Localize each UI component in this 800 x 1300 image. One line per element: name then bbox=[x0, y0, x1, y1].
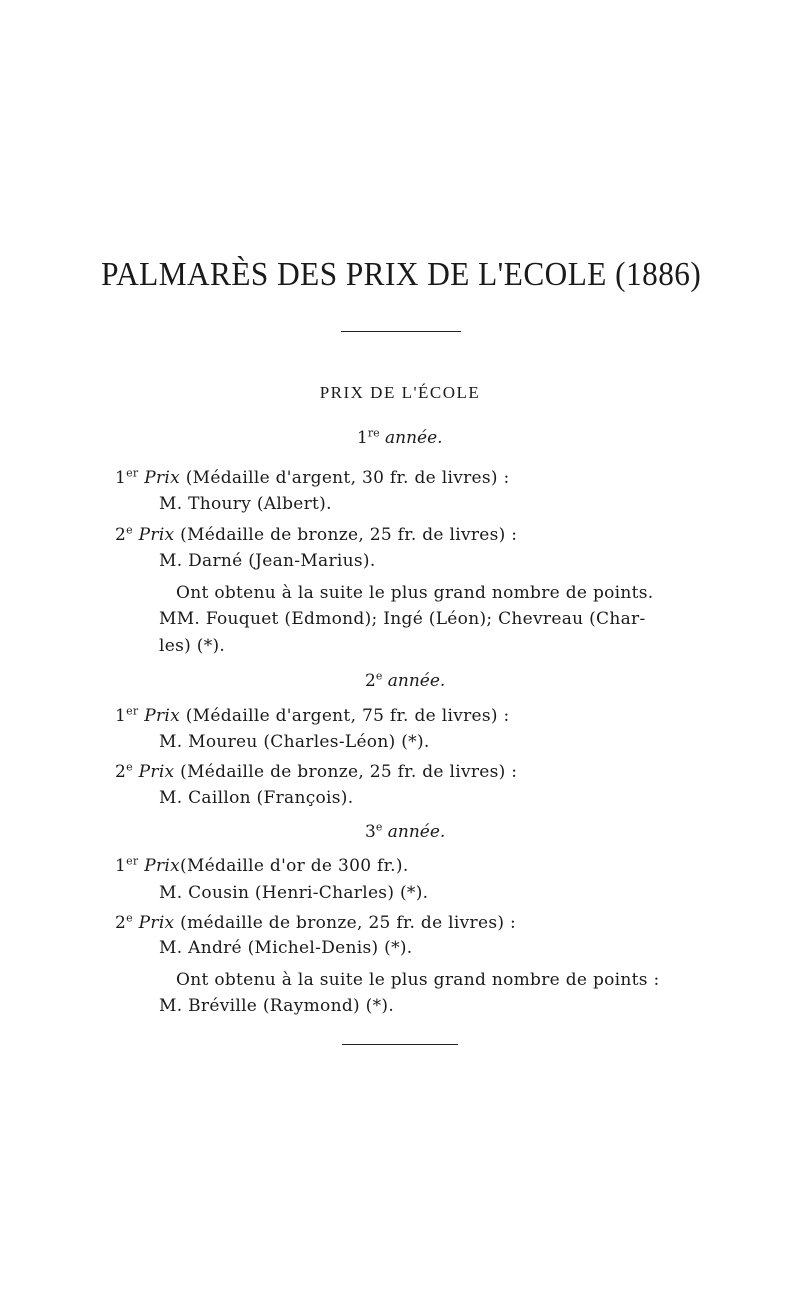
year-heading-1 bbox=[357, 428, 443, 448]
prize-winner: M. Moureu (Charles-Léon) (*). bbox=[159, 732, 430, 752]
prize-rank-suffix: er bbox=[126, 466, 139, 480]
prize-description: (Médaille de bronze, 25 fr. de livres) : bbox=[180, 525, 518, 545]
prize-description: (médaille de bronze, 25 fr. de livres) : bbox=[180, 913, 517, 933]
prize-winner: M. Caillon (François). bbox=[159, 788, 354, 808]
prize-line bbox=[115, 468, 510, 488]
year-ordinal-suffix: e bbox=[375, 820, 383, 834]
prize-word: Prix bbox=[138, 525, 175, 545]
prize-winner: M. André (Michel-Denis) (*). bbox=[159, 938, 413, 958]
prize-description: (Médaille d'argent, 30 fr. de livres) : bbox=[185, 468, 510, 488]
prize-line bbox=[115, 525, 517, 545]
page-title: PALMARÈS DES PRIX DE L'ECOLE (1886) bbox=[101, 256, 702, 293]
title-divider bbox=[341, 331, 461, 332]
note-names: MM. Fouquet (Edmond); Ingé (Léon); Chevreau (Char- bbox=[159, 609, 646, 629]
prize-rank-suffix: er bbox=[126, 854, 139, 868]
closing-divider bbox=[342, 1044, 458, 1045]
year-ordinal-suffix: re bbox=[367, 426, 380, 440]
year-heading-3 bbox=[365, 822, 445, 842]
prize-rank-suffix: e bbox=[126, 760, 133, 774]
prize-rank-suffix: er bbox=[126, 704, 139, 718]
year-label: année. bbox=[385, 428, 443, 448]
note-intro: Ont obtenu à la suite le plus grand nombre de points : bbox=[176, 970, 660, 990]
year-label: année. bbox=[387, 671, 446, 691]
prize-line bbox=[115, 762, 517, 782]
prize-winner: M. Darné (Jean-Marius). bbox=[159, 551, 376, 571]
prize-rank: 2 bbox=[115, 762, 127, 782]
prize-rank-suffix: e bbox=[126, 523, 133, 537]
prize-line bbox=[115, 856, 409, 876]
prize-line bbox=[115, 706, 510, 726]
year-label: année. bbox=[387, 822, 446, 842]
prize-rank: 2 bbox=[115, 913, 127, 933]
prize-description: (Médaille d'or de 300 fr.). bbox=[180, 856, 409, 876]
prize-line bbox=[115, 913, 516, 933]
year-ordinal: 2 bbox=[365, 671, 376, 691]
section-title: PRIX DE L'ÉCOLE bbox=[319, 383, 481, 402]
prize-description: (Médaille de bronze, 25 fr. de livres) : bbox=[180, 762, 518, 782]
prize-word: Prix bbox=[138, 913, 175, 933]
prize-rank: 1 bbox=[115, 856, 127, 876]
note-names: M. Bréville (Raymond) (*). bbox=[159, 996, 395, 1016]
prize-rank-suffix: e bbox=[126, 911, 133, 925]
year-heading-2 bbox=[365, 671, 445, 691]
prize-rank: 2 bbox=[115, 525, 127, 545]
year-ordinal: 3 bbox=[365, 822, 376, 842]
year-ordinal: 1 bbox=[357, 428, 368, 448]
year-ordinal-suffix: e bbox=[375, 669, 383, 683]
prize-word: Prix bbox=[144, 856, 181, 876]
prize-winner: M. Thoury (Albert). bbox=[159, 494, 332, 514]
prize-word: Prix bbox=[144, 706, 181, 726]
note-intro: Ont obtenu à la suite le plus grand nombre de points. bbox=[176, 583, 654, 603]
prize-word: Prix bbox=[144, 468, 181, 488]
prize-winner: M. Cousin (Henri-Charles) (*). bbox=[159, 883, 429, 903]
note-names-continued: les) (*). bbox=[159, 636, 226, 656]
prize-rank: 1 bbox=[115, 468, 127, 488]
prize-word: Prix bbox=[138, 762, 175, 782]
prize-rank: 1 bbox=[115, 706, 127, 726]
prize-description: (Médaille d'argent, 75 fr. de livres) : bbox=[185, 706, 510, 726]
